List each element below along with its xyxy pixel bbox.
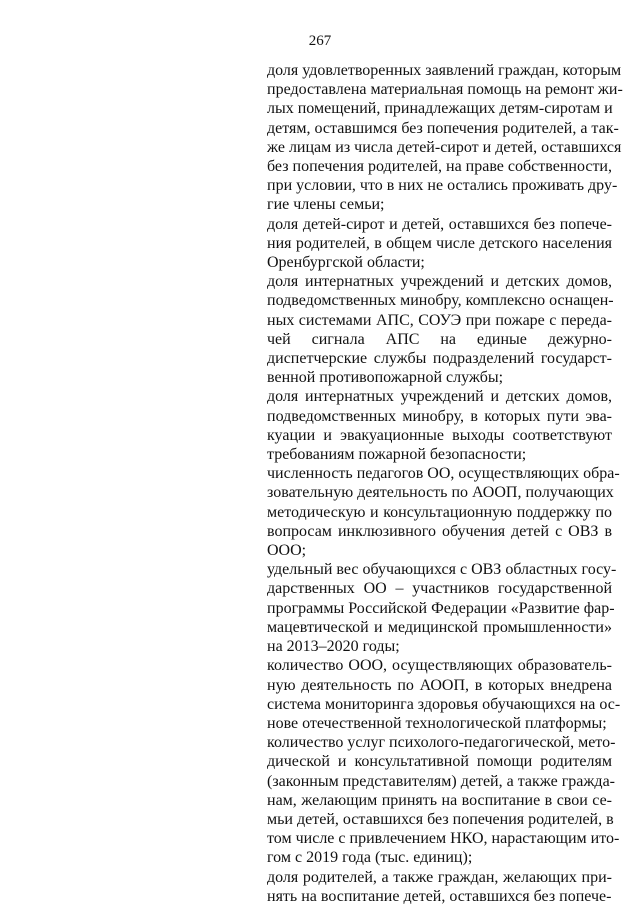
text-line: зовательную деятельность по АООП, получающих bbox=[267, 484, 614, 502]
paragraph bbox=[267, 868, 612, 906]
text-line: мьи детей, оставшихся без попечения родителей, в bbox=[267, 810, 614, 828]
text-line: при условии, что в них не остались проживать дру- bbox=[267, 177, 618, 195]
text-line: количество ООО, осуществляющих образователь- bbox=[267, 657, 612, 675]
text-line: без попечения родителей, на праве собственности, bbox=[267, 158, 612, 176]
text-line: гие члены семьи; bbox=[267, 196, 385, 214]
text-line: ООО; bbox=[267, 542, 307, 560]
text-line: мацевтической и медицинской промышленности» bbox=[267, 618, 612, 636]
document-body bbox=[267, 61, 623, 906]
text-line: ных системами АПС, СОУЭ при пожаре с переда- bbox=[267, 311, 612, 329]
text-line: предоставлена материальная помощь на ремонт жи- bbox=[267, 81, 623, 99]
text-line: на 2013–2020 годы; bbox=[267, 638, 400, 656]
text-line: Оренбургской области; bbox=[267, 254, 425, 272]
text-line: лых помещений, принадлежащих детям-сиротам и bbox=[267, 100, 613, 118]
text-line: система мониторинга здоровья обучающихся на ос- bbox=[267, 695, 621, 713]
text-line: доля родителей, а также граждан, желающих при- bbox=[267, 868, 612, 886]
paragraph bbox=[267, 464, 620, 560]
text-line: дарственных ОО – участников государственной bbox=[267, 580, 612, 598]
text-line: ную деятельность по АООП, в которых внедрена bbox=[267, 676, 612, 694]
text-line: чей сигнала АПС на единые дежурно- bbox=[267, 330, 612, 348]
paragraph bbox=[267, 61, 623, 215]
text-line: диспетчерские службы подразделений государст- bbox=[267, 350, 612, 368]
text-line: же лицам из числа детей-сирот и детей, оставшихся bbox=[267, 138, 622, 156]
text-line: подведомственных минобру, в которых пути эва- bbox=[267, 407, 612, 425]
paragraph bbox=[267, 560, 617, 656]
text-line: том числе с привлечением НКО, нарастающим ито- bbox=[267, 830, 620, 848]
text-line: доля интернатных учреждений и детских домов, bbox=[267, 388, 612, 406]
text-line: куации и эвакуационные выходы соответствуют bbox=[267, 426, 612, 444]
paragraph bbox=[267, 733, 620, 867]
text-line: удельный вес обучающихся с ОВЗ областных госу- bbox=[267, 561, 617, 579]
text-line: численность педагогов ОО, осуществляющих обра- bbox=[267, 465, 620, 483]
text-line: методическую и консультационную поддержку по bbox=[267, 503, 612, 521]
text-line: подведомственных минобру, комплексно оснащен- bbox=[267, 292, 614, 310]
text-line: программы Российской Федерации «Развитие фар- bbox=[267, 599, 615, 617]
text-line: количество услуг психолого-педагогической, мето- bbox=[267, 734, 616, 752]
text-line: (законным представителям) детей, а также гражда- bbox=[267, 772, 615, 790]
text-line: доля детей-сирот и детей, оставшихся без попече- bbox=[267, 215, 612, 233]
paragraph bbox=[267, 656, 621, 733]
text-line: нять на воспитание детей, оставшихся без попече- bbox=[267, 887, 612, 905]
text-line: гом с 2019 года (тыс. единиц); bbox=[267, 849, 473, 867]
paragraph bbox=[267, 272, 612, 387]
text-line: нове отечественной технологической платформы; bbox=[267, 714, 607, 732]
text-line: доля интернатных учреждений и детских домов, bbox=[267, 273, 612, 291]
text-line: требованиям пожарной безопасности; bbox=[267, 446, 527, 464]
text-line: детям, оставшимся без попечения родителей, а так- bbox=[267, 119, 619, 137]
text-line: венной противопожарной службы; bbox=[267, 369, 504, 387]
paragraph bbox=[267, 387, 612, 464]
text-line: дической и консультативной помощи родителям bbox=[267, 753, 612, 771]
paragraph bbox=[267, 215, 612, 273]
text-line: доля удовлетворенных заявлений граждан, которым bbox=[267, 62, 622, 79]
text-line: вопросам инклюзивного обучения детей с ОВЗ в bbox=[267, 522, 612, 540]
text-line: ния родителей, в общем числе детского населения bbox=[267, 234, 612, 252]
page-number: 267 bbox=[308, 33, 332, 49]
text-line: нам, желающим принять на воспитание в свои се- bbox=[267, 791, 612, 809]
